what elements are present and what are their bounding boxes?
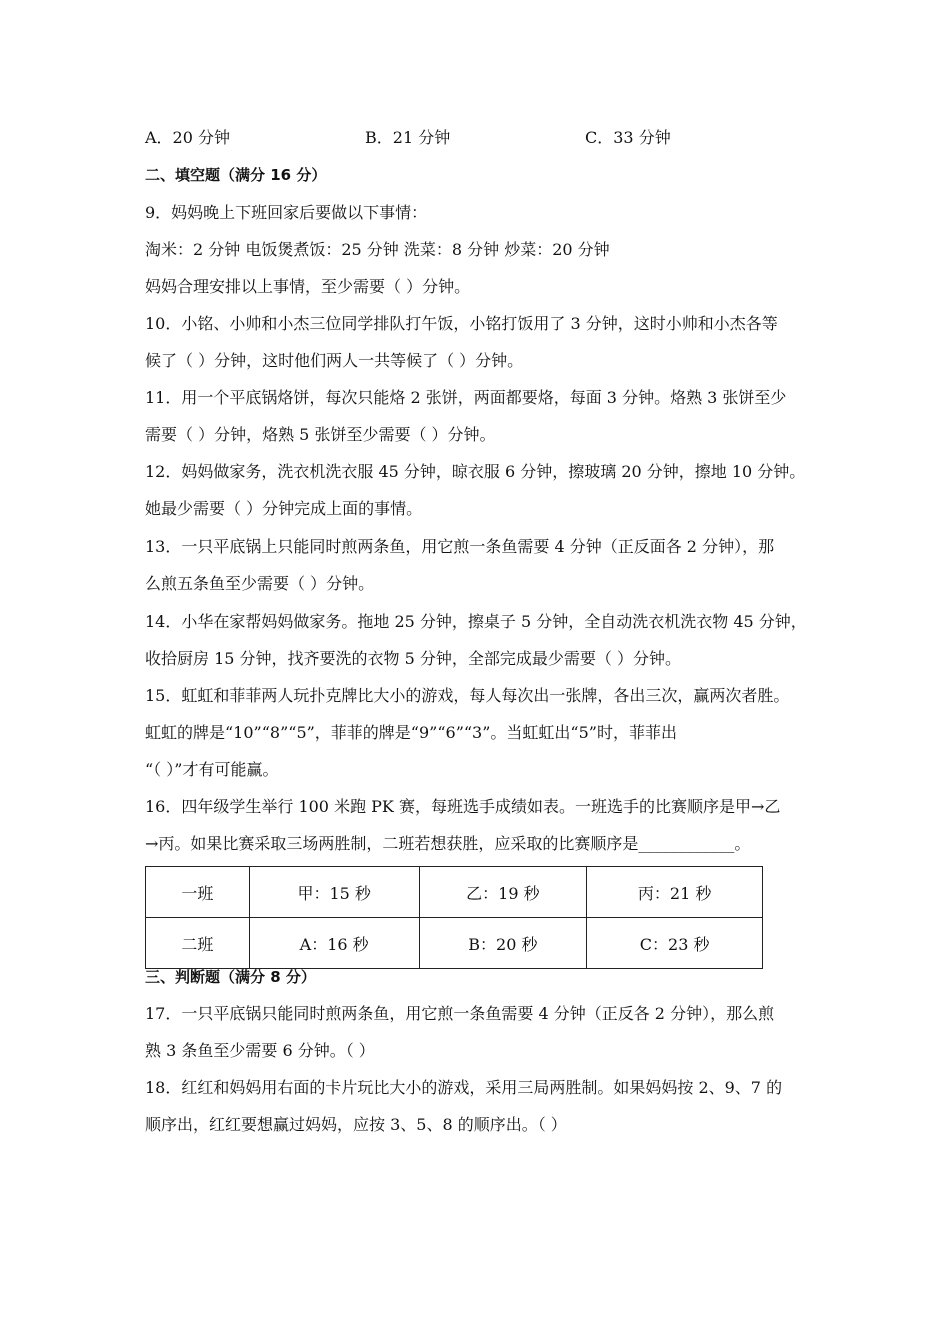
question-14-line-2: 收拾厨房 15 分钟，找齐要洗的衣物 5 分钟，全部完成最少需要（ ）分钟。 [145,649,681,668]
option-b: B．21 分钟 [365,128,451,147]
table-row [146,867,763,918]
question-16-line-2: →丙。如果比赛采取三场两胜制，二班若想获胜，应采取的比赛顺序是____________。 [145,834,751,853]
table-cell: A：16 秒 [249,918,419,969]
question-15-line-2: 虹虹的牌是“10”“8”“5”，菲菲的牌是“9”“6”“3”。当虹虹出“5”时，菲菲出 [145,723,677,742]
question-14-line-1: 14．小华在家帮妈妈做家务。拖地 25 分钟，擦桌子 5 分钟，全自动洗衣机洗衣物 45 分钟， [145,612,807,631]
question-10-line-1: 10．小铭、小帅和小杰三位同学排队打午饭，小铭打饭用了 3 分钟，这时小帅和小杰各等 [145,314,778,333]
race-score-table [145,866,763,969]
table-cell: 乙：19 秒 [419,867,587,918]
section-heading-fill-in: 二、填空题（满分 16 分） [145,166,327,184]
question-18-line-1: 18．红红和妈妈用右面的卡片玩比大小的游戏，采用三局两胜制。如果妈妈按 2、9、7 的 [145,1078,783,1097]
table-cell: 一班 [146,867,250,918]
table-cell: 二班 [146,918,250,969]
question-9-line-2: 淘米：2 分钟 电饭煲煮饭：25 分钟 洗菜：8 分钟 炒菜：20 分钟 [145,240,610,259]
question-18-line-2: 顺序出，红红要想赢过妈妈，应按 3、5、8 的顺序出。（ ） [145,1115,567,1134]
table-cell: C：23 秒 [587,918,763,969]
question-13-line-2: 么煎五条鱼至少需要（ ）分钟。 [145,574,375,593]
table-cell: B：20 秒 [419,918,587,969]
question-17-line-2: 熟 3 条鱼至少需要 6 分钟。（ ） [145,1041,375,1060]
option-c: C．33 分钟 [585,128,671,147]
option-a: A．20 分钟 [145,128,231,147]
table-cell: 甲：15 秒 [249,867,419,918]
question-10-line-2: 候了（ ）分钟，这时他们两人一共等候了（ ）分钟。 [145,351,524,370]
table-row [146,918,763,969]
question-11-line-1: 11．用一个平底锅烙饼，每次只能烙 2 张饼，两面都要烙，每面 3 分钟。烙熟 3 张饼至少 [145,388,787,407]
question-13-line-1: 13．一只平底锅上只能同时煎两条鱼，用它煎一条鱼需要 4 分钟（正反面各 2 分钟），那 [145,537,775,556]
question-11-line-2: 需要（ ）分钟，烙熟 5 张饼至少需要（ ）分钟。 [145,425,496,444]
question-17-line-1: 17．一只平底锅只能同时煎两条鱼，用它煎一条鱼需要 4 分钟（正反各 2 分钟），那么煎 [145,1004,775,1023]
question-9-line-3: 妈妈合理安排以上事情，至少需要（ ）分钟。 [145,277,471,296]
question-9-line-1: 9．妈妈晚上下班回家后要做以下事情： [145,203,428,222]
question-12-line-2: 她最少需要（ ）分钟完成上面的事情。 [145,499,423,518]
question-15-line-1: 15．虹虹和菲菲两人玩扑克牌比大小的游戏，每人每次出一张牌，各出三次，赢两次者胜。 [145,686,790,705]
question-16-line-1: 16．四年级学生举行 100 米跑 PK 赛，每班选手成绩如表。一班选手的比赛顺序是甲→乙 [145,797,781,816]
section-heading-judge: 三、判断题（满分 8 分） [145,968,316,986]
table-cell: 丙：21 秒 [587,867,763,918]
question-15-line-3: “（ ）”才有可能赢。 [145,760,279,779]
question-12-line-1: 12．妈妈做家务，洗衣机洗衣服 45 分钟，晾衣服 6 分钟，擦玻璃 20 分钟，擦地 10 分钟。 [145,462,806,481]
